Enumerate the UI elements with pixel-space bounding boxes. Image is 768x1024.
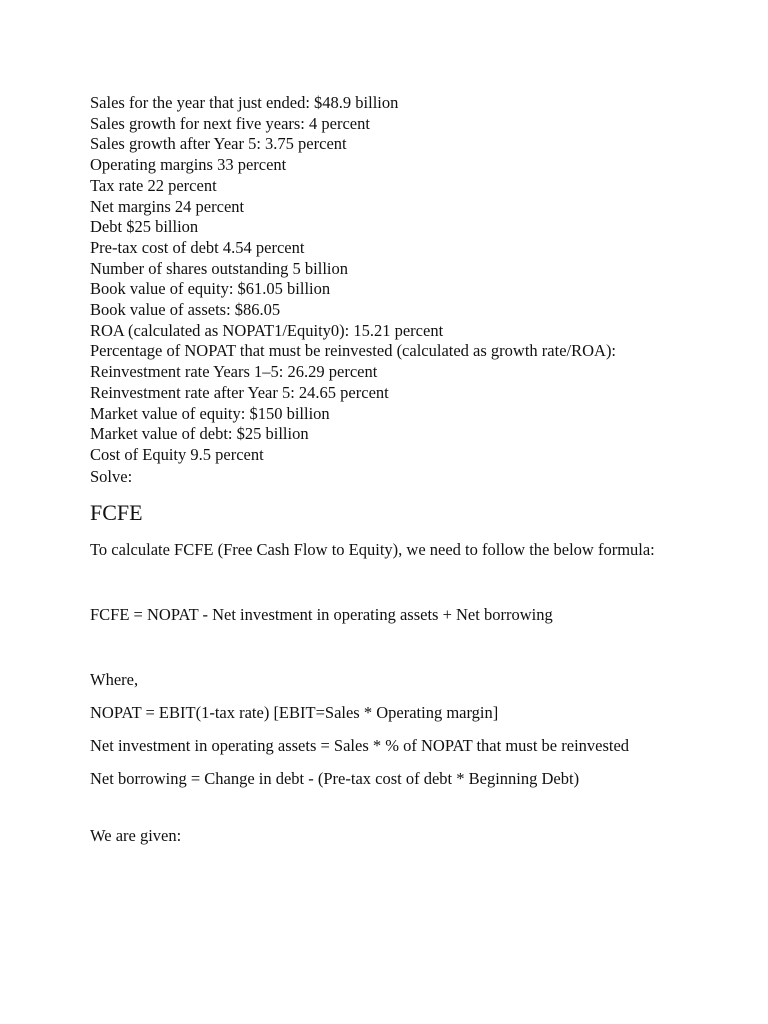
solve-label: Solve: <box>90 466 133 486</box>
given-item-roa: ROA (calculated as NOPAT1/Equity0): 15.21 percent <box>90 320 444 340</box>
given-item-net-margins: Net margins 24 percent <box>90 196 245 216</box>
given-item-reinvest-years-1-5: Reinvestment rate Years 1–5: 26.29 percent <box>90 362 378 382</box>
intro-paragraph: To calculate FCFE (Free Cash Flow to Equity), we need to follow the below formula: <box>90 539 655 559</box>
given-item-operating-margins: Operating margins 33 percent <box>90 155 287 175</box>
given-item-cost-of-debt: Pre-tax cost of debt 4.54 percent <box>90 237 305 257</box>
definition-net-borrowing: Net borrowing = Change in debt - (Pre-tax cost of debt * Beginning Debt) <box>90 768 580 788</box>
given-item-sales: Sales for the year that just ended: $48.9 billion <box>90 93 399 112</box>
given-data-list <box>90 93 710 466</box>
given-item-market-equity: Market value of equity: $150 billion <box>90 403 330 423</box>
given-item-book-equity: Book value of equity: $61.05 billion <box>90 279 331 299</box>
document-page <box>90 93 710 846</box>
fcfe-formula: FCFE = NOPAT - Net investment in operating assets + Net borrowing <box>90 604 553 624</box>
given-item-reinvest-pct: Percentage of NOPAT that must be reinvested (calculated as growth rate/ROA): <box>90 341 617 361</box>
section-heading: FCFE <box>90 499 143 525</box>
definition-net-investment: Net investment in operating assets = Sales * % of NOPAT that must be reinvested <box>90 735 630 755</box>
given-item-shares: Number of shares outstanding 5 billion <box>90 258 349 278</box>
given-item-book-assets: Book value of assets: $86.05 <box>90 300 281 320</box>
given-item-tax-rate: Tax rate 22 percent <box>90 175 217 195</box>
given-item-sales-growth: Sales growth for next five years: 4 percent <box>90 113 370 133</box>
given-item-sales-growth-after: Sales growth after Year 5: 3.75 percent <box>90 134 347 154</box>
given-item-cost-of-equity: Cost of Equity 9.5 percent <box>90 444 264 464</box>
definition-nopat: NOPAT = EBIT(1-tax rate) [EBIT=Sales * Operating margin] <box>90 702 499 722</box>
given-item-market-debt: Market value of debt: $25 billion <box>90 424 309 444</box>
where-label: Where, <box>90 669 139 689</box>
given-item-reinvest-after-5: Reinvestment rate after Year 5: 24.65 percent <box>90 382 389 402</box>
given-label: We are given: <box>90 825 182 845</box>
given-item-debt: Debt $25 billion <box>90 217 199 237</box>
